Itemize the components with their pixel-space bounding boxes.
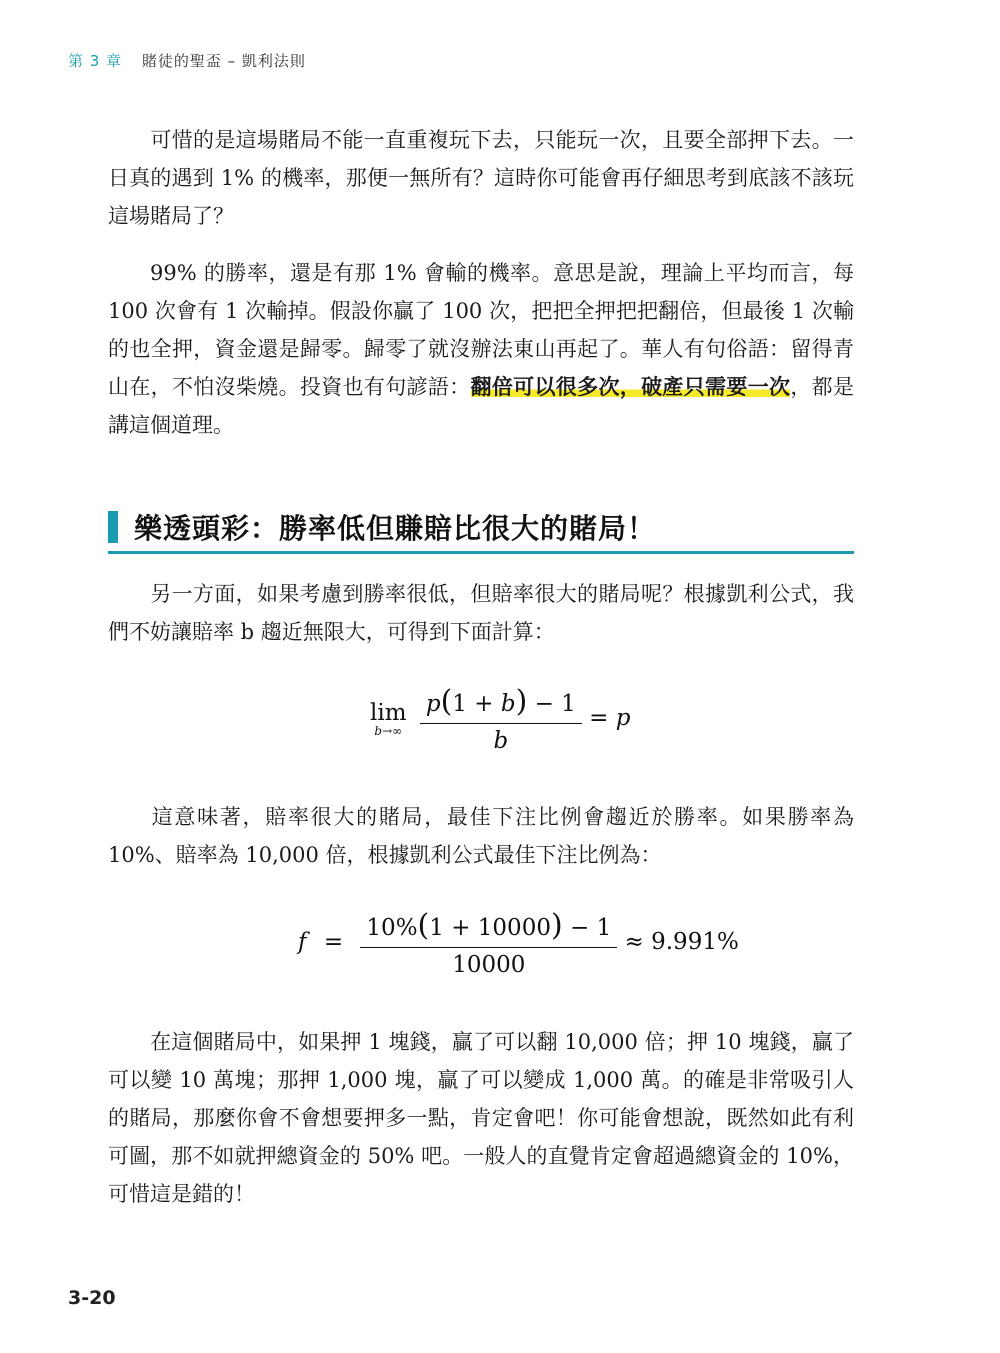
page-number: 3-20: [68, 1287, 116, 1309]
running-header: [68, 50, 306, 71]
kelly-tail: − 1: [562, 915, 612, 941]
paragraph-2: [108, 254, 854, 444]
section-heading: [108, 505, 854, 554]
limit-denominator: b: [493, 728, 509, 754]
paragraph-3-text: 另一方面，如果考慮到勝率很低，但賠率很大的賭局呢？根據凱利公式，我們不妨讓賠率 b 趨近無限大，可得到下面計算：: [108, 582, 854, 644]
kelly-inner: 1 + 10000: [429, 915, 551, 941]
kelly-close-paren: ): [550, 908, 563, 943]
limit-fraction: [420, 684, 582, 754]
limit-operator: [370, 700, 407, 738]
paragraph-4-text: 這意味著，賠率很大的賭局，最佳下注比例會趨近於勝率。如果勝率為 10%、賠率為 10,000 倍，根據凱利公式最佳下注比例為：: [108, 805, 854, 867]
limit-word: lim: [370, 700, 407, 726]
kelly-pct: 10%: [366, 915, 418, 941]
num-open-paren: (: [440, 684, 453, 719]
num-tail: − 1: [527, 691, 576, 717]
paragraph-1: [108, 121, 854, 235]
num-inner: 1 +: [452, 691, 501, 717]
paragraph-1-text: 可惜的是這場賭局不能一直重複玩下去，只能玩一次，且要全部押下去。一日真的遇到 1% 的機率，那便一無所有？這時你可能會再仔細思考到底該不該玩這場賭局了？: [108, 128, 854, 228]
highlight-phrase: 翻倍可以很多次，破產只需要一次: [470, 374, 791, 399]
limit-rhs: p: [615, 705, 631, 731]
num-p: p: [425, 691, 441, 717]
formula-limit: [370, 684, 630, 754]
chapter-label: 第 3 章: [68, 52, 123, 70]
paragraph-4: [108, 798, 854, 874]
chapter-title: 賭徒的聖盃 – 凱利法則: [141, 52, 306, 70]
num-b: b: [500, 691, 516, 717]
section-title: 樂透頭彩：勝率低但賺賠比很大的賭局！: [134, 512, 657, 545]
paragraph-5-text: 在這個賭局中，如果押 1 塊錢，贏了可以翻 10,000 倍；押 10 塊錢，贏了可以變 10 萬塊；那押 1,000 塊，贏了可以變成 1,000 萬。的確是非常吸引人的賭局，那麼你會不會想要押多一點，肯定會吧！你可能會想說，既然如此有利可圖，那不如就押總資金的 50% 吧。一般人的直覺肯定會超過總資金的 10%，可惜這是錯的！: [108, 1030, 854, 1206]
paragraph-2-tail: ，都是講這個道理。: [108, 375, 855, 437]
paragraph-5: [108, 1023, 854, 1213]
kelly-fraction: [360, 908, 617, 978]
num-close-paren: ): [515, 684, 528, 719]
kelly-equals: =: [323, 929, 344, 955]
kelly-open-paren: (: [417, 908, 430, 943]
kelly-denominator: 10000: [452, 952, 526, 978]
paragraph-3: [108, 575, 854, 651]
formula-kelly: [298, 908, 739, 978]
kelly-lhs: f: [298, 929, 307, 955]
paragraph-2-text: 99% 的勝率，還是有那 1% 會輸的機率。意思是說，理論上平均而言，每 100 次會有 1 次輸掉。假設你贏了 100 次，把把全押把把翻倍，但最後 1 次輸的也全押，資金還是歸零。歸零了就沒辦法東山再起了。華人有句俗語：留得青山在，不怕沒柴燒。投資也有句諺語：: [108, 261, 854, 399]
kelly-numerator: [360, 908, 617, 948]
limit-numerator: [420, 684, 582, 724]
kelly-result: ≈ 9.991%: [624, 929, 739, 955]
section-marker: [108, 511, 118, 543]
limit-subscript: b→∞: [374, 724, 403, 738]
limit-equals: =: [589, 705, 616, 731]
